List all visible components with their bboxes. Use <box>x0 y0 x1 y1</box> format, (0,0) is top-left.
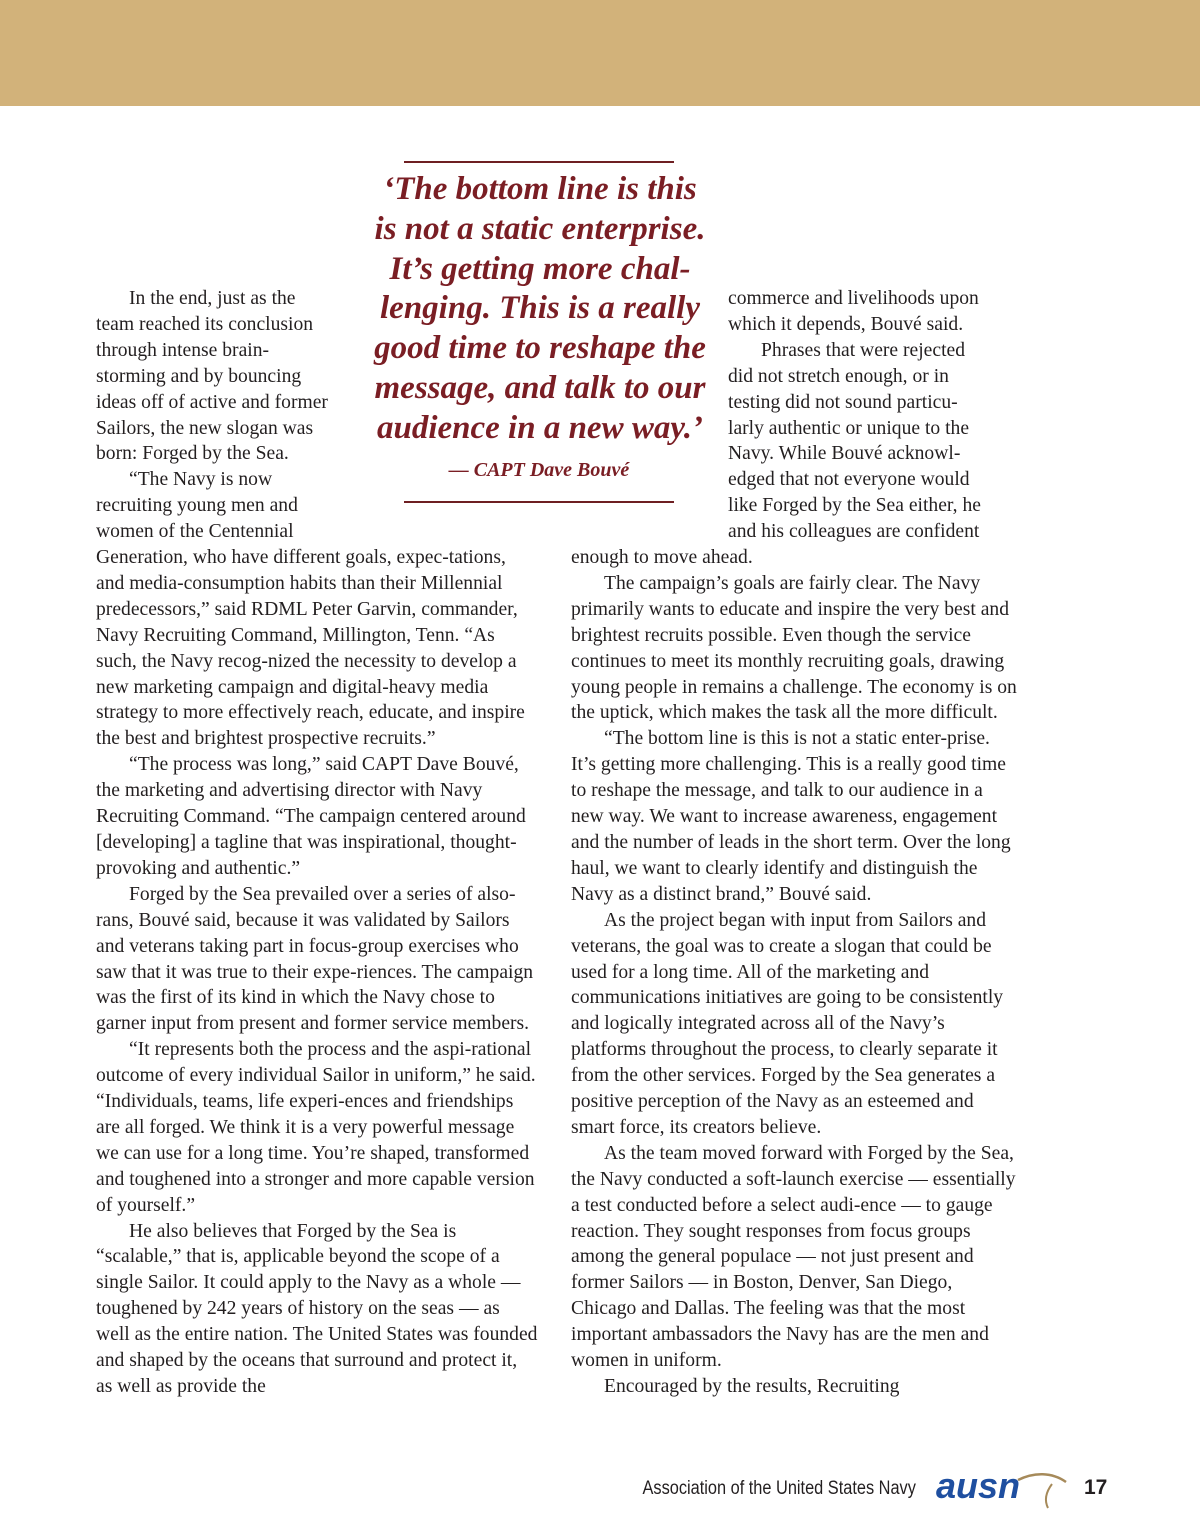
paragraph: Encouraged by the results, Recruiting <box>604 1376 900 1397</box>
line: “The Navy is now <box>129 469 273 491</box>
paragraph: enough to move ahead. <box>571 547 753 568</box>
right-column-intro <box>728 286 1018 545</box>
pull-quote: ‘The bottom line is this is not a static enterprise. It’s getting more chal- lenging. This is a really good time to reshape the message, and talk to our audience in a new way.’ <box>374 171 706 446</box>
paragraph: Forged by the Sea prevailed over a series of also-rans, Bouvé said, because it was validated by Sailors and veterans taking part in focus-group exercises who saw that it was true to their expe-riences. The campaign was the first of its kind in which the Navy chose to garner input from present and former service members. <box>96 883 534 1035</box>
line: ideas off of active and former <box>96 391 328 413</box>
logo-text: ausn <box>936 1465 1021 1506</box>
paragraph: “The process was long,” said CAPT Dave Bouvé, the marketing and advertising director with Navy Recruiting Command. “The campaign centered around [developing] a tagline that was inspirational, thought-provoking and authentic.” <box>96 754 526 879</box>
paragraph: Generation, who have different goals, expec-tations, and media-consumption habits than their Millennial predecessors,” said RDML Peter Garvin, commander, Navy Recruiting Command, Millington, Tenn. “As such, the Navy recog-nized the necessity to develop a new marketing campaign and digital-heavy media strategy to more effectively reach, educate, and inspire the best and brightest prospective recruits.” <box>96 547 525 750</box>
line: recruiting young men and <box>96 495 298 517</box>
line: larly authentic or unique to the <box>728 417 970 439</box>
paragraph: The campaign’s goals are fairly clear. The Navy primarily wants to educate and inspire the very best and brightest recruits possible. Even though the service continues to meet its monthly recruiting goals, drawing young people in remains a challenge. The economy is on the uptick, which makes the task all the more difficult. <box>571 572 1017 724</box>
paragraph: “The bottom line is this is not a static enter-prise. It’s getting more challenging. This is a really good time to reshape the message, and talk to our audience in a new way. We want to increase awareness, engagement and the number of leads in the short term. Over the long haul, we want to clearly identify and distinguish the Navy as a distinct brand,” Bouvé said. <box>571 728 1011 905</box>
paragraph: “It represents both the process and the aspi-rational outcome of every individual Sailor in uniform,” he said. “Individuals, teams, life experi-ences and friendships are all forged. We think it is a very powerful message we can use for a long time. You’re shaped, transformed and toughened into a stronger and more capable version of yourself.” <box>96 1039 536 1216</box>
top-color-band <box>0 0 1200 106</box>
footer-organization: Association of the United States Navy <box>642 1478 916 1499</box>
left-column-body <box>96 545 538 1400</box>
line: did not stretch enough, or in <box>728 365 949 387</box>
line: storming and by bouncing <box>96 365 302 387</box>
paragraph: As the project began with input from Sailors and veterans, the goal was to create a slogan that could be used for a long time. All of the marketing and communications initiatives are going to be consistently and logically integrated across all of the Navy’s platforms throughout the process, to clearly separate it from the other services. Forged by the Sea generates a positive perception of the Navy as an esteemed and smart force, its creators believe. <box>571 909 1004 1138</box>
pull-quote-bottom-rule <box>404 501 674 503</box>
paragraph: As the team moved forward with Forged by the Sea, the Navy conducted a soft-launch exercise — essentially a test conducted before a select audi-ence — to gauge reaction. They sought responses from focus groups among the general populace — not just present and former Sailors — in Boston, Denver, San Diego, Chicago and Dallas. The feeling was that the most important ambassadors the Navy has are the men and women in uniform. <box>571 1142 1016 1372</box>
line: women of the Centennial <box>96 521 294 543</box>
line: Sailors, the new slogan was <box>96 417 314 439</box>
line: and his colleagues are confident <box>728 521 980 543</box>
paragraph: He also believes that Forged by the Sea is “scalable,” that is, applicable beyond the scope of a single Sailor. It could apply to the Navy as a whole — toughened by 242 years of history on the seas — as well as the entire nation. The United States was founded and shaped by the oceans that surround and protect it, as well as provide the <box>96 1220 538 1397</box>
line: through intense brain- <box>96 339 270 361</box>
page-number: 17 <box>1084 1476 1108 1499</box>
line: testing did not sound particu- <box>728 391 958 413</box>
right-column-body <box>571 545 1017 1400</box>
line: like Forged by the Sea either, he <box>728 495 981 517</box>
pull-quote-top-rule <box>404 161 674 163</box>
line: which it depends, Bouvé said. <box>728 313 964 335</box>
line: born: Forged by the Sea. <box>96 443 289 465</box>
pull-quote-attribution: — CAPT Dave Bouvé <box>448 459 630 481</box>
line: In the end, just as the <box>129 288 296 309</box>
line: team reached its conclusion <box>96 313 314 335</box>
line: commerce and livelihoods upon <box>728 288 979 309</box>
ausn-logo <box>934 1464 1074 1510</box>
line: Navy. While Bouvé acknowl- <box>728 443 961 465</box>
left-column-intro <box>96 286 366 545</box>
line: edged that not everyone would <box>728 469 970 491</box>
line: Phrases that were rejected <box>761 339 966 361</box>
